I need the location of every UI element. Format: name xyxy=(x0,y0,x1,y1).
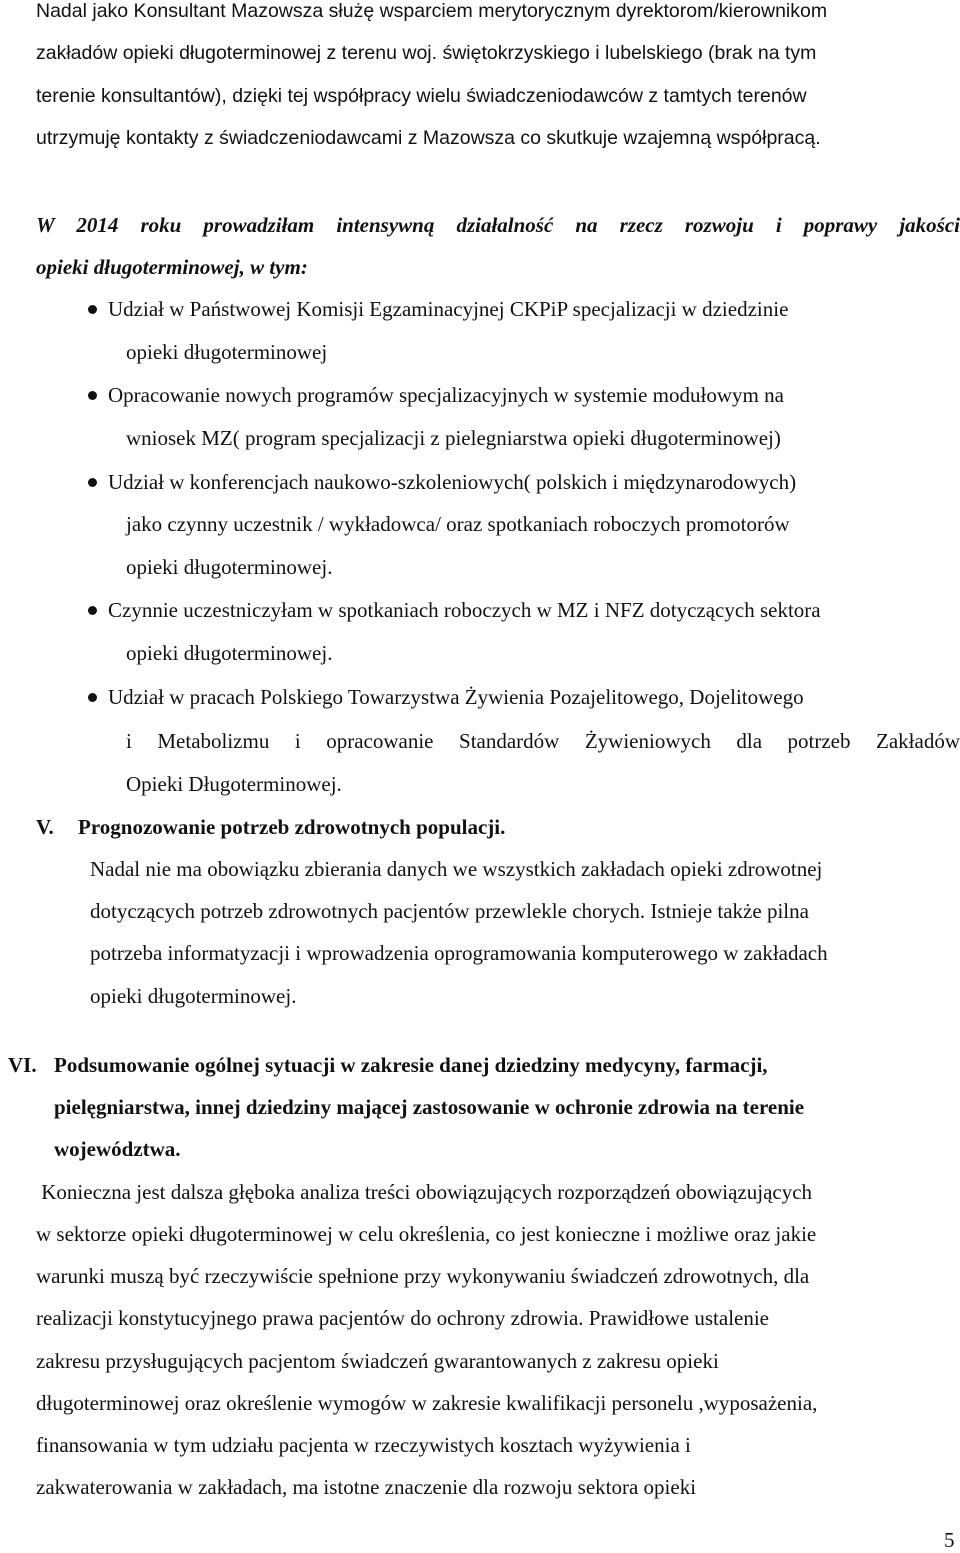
list-item-line: Opieki Długoterminowej. xyxy=(126,772,342,796)
section-title-line: województwa. xyxy=(54,1137,181,1161)
bullet-icon xyxy=(88,478,97,487)
list-item-line: opieki długoterminowej. xyxy=(126,555,333,579)
list-item-line: wniosek MZ( program specjalizacji z pielegniarstwa opieki długoterminowej) xyxy=(126,426,781,450)
section-vi-line: w sektorze opieki długoterminowej w celu określenia, co jest konieczne i możliwe oraz jakie xyxy=(36,1222,817,1246)
section-vi-line: zakresu przysługujących pacjentom świadczeń gwarantowanych z zakresu opieki xyxy=(36,1349,719,1373)
list-item-line: opieki długoterminowej xyxy=(126,340,328,364)
section-vi-line: długoterminowej oraz określenie wymogów w zakresie kwalifikacji personelu ,wyposażenia, xyxy=(36,1391,818,1415)
bullet-icon xyxy=(88,305,97,314)
section-vi-line: realizacji konstytucyjnego prawa pacjentów do ochrony zdrowia. Prawidłowe ustalenie xyxy=(36,1306,770,1330)
section-title-line: pielęgniarstwa, innej dziedziny mającej zastosowanie w ochronie zdrowia na terenie xyxy=(54,1095,805,1119)
list-item-line: i Metabolizmu i opracowanie Standardów Żywieniowych dla potrzeb Zakładów xyxy=(126,729,960,753)
section-number: VI. xyxy=(8,1053,37,1077)
intro-line: utrzymuję kontakty z świadczeniodawcami z Mazowsza co skutkuje wzajemną współpracą. xyxy=(36,127,821,149)
bullet-icon xyxy=(88,693,97,702)
activities-heading-line: W 2014 roku prowadziłam intensywną działalność na rzecz rozwoju i poprawy jakości xyxy=(36,213,960,237)
list-item-line: jako czynny uczestnik / wykładowca/ oraz spotkaniach roboczych promotorów xyxy=(126,512,790,536)
list-item-line: opieki długoterminowej. xyxy=(126,641,333,665)
bullet-icon xyxy=(88,391,97,400)
list-item-line: Opracowanie nowych programów specjalizacyjnych w systemie modułowym na xyxy=(108,383,784,407)
section-v-line: dotyczących potrzeb zdrowotnych pacjentów przewlekle chorych. Istnieje także pilna xyxy=(90,899,809,923)
intro-line: terenie konsultantów), dzięki tej współpracy wielu świadczeniodawców z tamtych terenów xyxy=(36,85,807,107)
section-vi-line: finansowania w tym udziału pacjenta w rzeczywistych kosztach wyżywienia i xyxy=(36,1433,691,1457)
section-v-line: opieki długoterminowej. xyxy=(90,984,297,1008)
list-item-line: Udział w konferencjach naukowo-szkoleniowych( polskich i międzynarodowych) xyxy=(108,470,797,494)
intro-line: zakładów opieki długoterminowej z terenu woj. świętokrzyskiego i lubelskiego (brak na tym xyxy=(36,42,817,64)
activities-heading-line: opieki długoterminowej, w tym: xyxy=(36,255,308,279)
section-vi-line: zakwaterowania w zakładach, ma istotne znaczenie dla rozwoju sektora opieki xyxy=(36,1475,697,1499)
section-vi-line: Konieczna jest dalsza głęboka analiza treści obowiązujących rozporządzeń obowiązujących xyxy=(36,1180,813,1204)
list-item-line: Czynnie uczestniczyłam w spotkaniach roboczych w MZ i NFZ dotyczących sektora xyxy=(108,598,821,622)
list-item-line: Udział w pracach Polskiego Towarzystwa Żywienia Pozajelitowego, Dojelitowego xyxy=(108,685,804,709)
bullet-icon xyxy=(88,606,97,615)
page-number: 5 xyxy=(944,1528,955,1552)
section-number: V. xyxy=(36,815,54,839)
list-item-line: Udział w Państwowej Komisji Egzaminacyjnej CKPiP specjalizacji w dziedzinie xyxy=(108,297,789,321)
section-v-line: potrzeba informatyzacji i wprowadzenia oprogramowania komputerowego w zakładach xyxy=(90,941,828,965)
section-title: Prognozowanie potrzeb zdrowotnych populacji. xyxy=(78,815,506,839)
section-vi-line: warunki muszą być rzeczywiście spełnione przy wykonywaniu świadczeń zdrowotnych, dla xyxy=(36,1264,810,1288)
section-title-line: Podsumowanie ogólnej sytuacji w zakresie danej dziedziny medycyny, farmacji, xyxy=(54,1053,768,1077)
section-v-line: Nadal nie ma obowiązku zbierania danych we wszystkich zakładach opieki zdrowotnej xyxy=(90,857,823,881)
intro-line: Nadal jako Konsultant Mazowsza służę wsparciem merytorycznym dyrektorom/kierownikom xyxy=(36,0,828,22)
